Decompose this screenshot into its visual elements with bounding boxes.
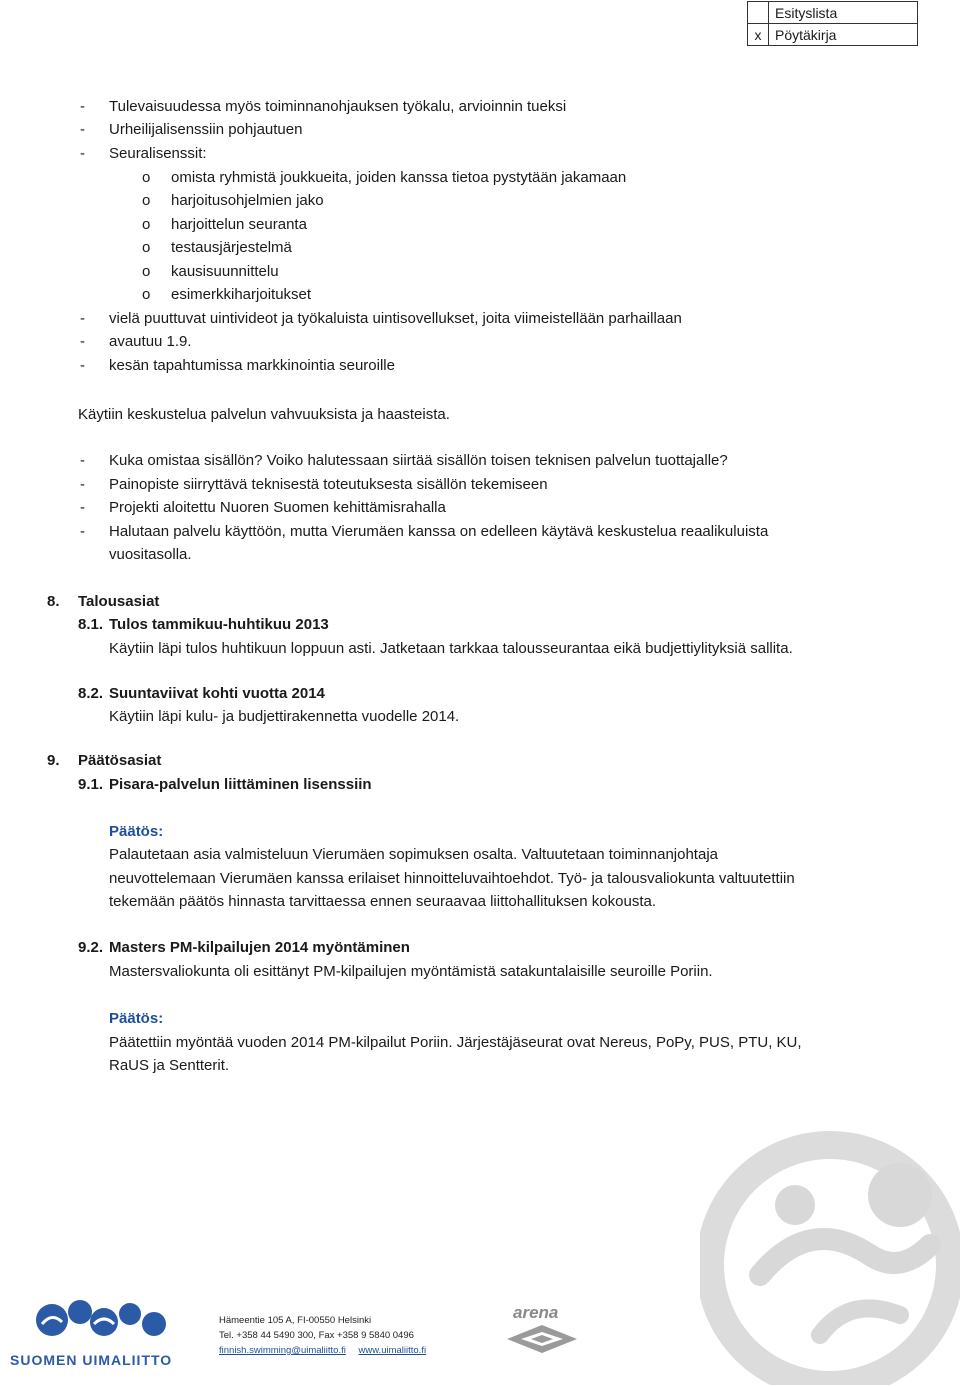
section-number: 8.	[47, 593, 60, 610]
agenda-checkbox[interactable]	[748, 2, 769, 24]
circle-bullet-icon: o	[142, 286, 151, 303]
list-item: Kuka omistaa sisällön? Voiko halutessaan siirtää sisällön toisen teknisen palvelun tuottajalle?	[109, 452, 728, 469]
list-item-continuation: vuositasolla.	[109, 546, 192, 563]
sub-list-item: harjoitusohjelmien jako	[171, 192, 324, 209]
list-item: Urheilijalisenssiin pohjautuen	[109, 121, 303, 138]
decision-text: neuvottelemaan Vierumäen kanssa erilaiset hinnoitteluvaihtoehdot. Työ- ja talousvaliokunta valtuutettiin	[109, 870, 795, 887]
list-dash: -	[80, 476, 85, 493]
discussion-paragraph: Käytiin keskustelua palvelun vahvuuksista ja haasteista.	[78, 406, 450, 423]
subsection-text: Mastersvaliokunta oli esittänyt PM-kilpailujen myöntämistä satakuntalaisille seuroille Poriin.	[109, 963, 713, 980]
subsection-number: 8.1.	[78, 616, 104, 633]
list-item: kesän tapahtumissa markkinointia seuroille	[109, 357, 395, 374]
agenda-label: Esityslista	[769, 2, 918, 24]
swimming-federation-logo-icon	[12, 1294, 177, 1350]
document-type-table	[747, 1, 918, 46]
minutes-checkbox[interactable]: x	[748, 24, 769, 46]
decision-text: Päätettiin myöntää vuoden 2014 PM-kilpailut Poriin. Järjestäjäseurat ovat Nereus, PoPy, PUS, PTU, KU,	[109, 1034, 802, 1051]
decision-text: Palautetaan asia valmisteluun Vierumäen sopimuksen osalta. Valtuutetaan toiminnanjohtaja	[109, 846, 718, 863]
minutes-label: Pöytäkirja	[769, 24, 918, 46]
sub-list-item: kausisuunnittelu	[171, 263, 279, 280]
list-dash: -	[80, 523, 85, 540]
list-dash: -	[80, 357, 85, 374]
sponsor-name: arena	[513, 1303, 559, 1322]
email-link[interactable]: finnish.swimming@uimaliitto.fi	[219, 1345, 346, 1356]
circle-bullet-icon: o	[142, 192, 151, 209]
list-item: Projekti aloitettu Nuoren Suomen kehittämisrahalla	[109, 499, 446, 516]
doc-type-row-minutes	[748, 24, 918, 46]
list-dash: -	[80, 310, 85, 327]
circle-bullet-icon: o	[142, 263, 151, 280]
list-item: Tulevaisuudessa myös toiminnanohjauksen työkalu, arvioinnin tueksi	[109, 98, 567, 115]
subsection-number: 8.2.	[78, 685, 104, 702]
list-dash: -	[80, 121, 85, 138]
subsection-title: Suuntaviivat kohti vuotta 2014	[109, 685, 325, 702]
sub-list-item: esimerkkiharjoitukset	[171, 286, 312, 303]
swimmer-watermark-graphic	[700, 1125, 960, 1385]
list-item: vielä puuttuvat uintivideot ja työkaluista uintisovellukset, joita viimeistellään parhaillaan	[109, 310, 682, 327]
decision-text: tekemään päätös hinnasta tarvittaessa ennen seuraavaa liittohallituksen kokousta.	[109, 893, 657, 910]
circle-bullet-icon: o	[142, 216, 151, 233]
decision-label: Päätös:	[109, 823, 164, 840]
circle-bullet-icon: o	[142, 239, 151, 256]
circle-bullet-icon: o	[142, 169, 151, 186]
list-dash: -	[80, 145, 85, 162]
subsection-text: Käytiin läpi kulu- ja budjettirakennetta vuodelle 2014.	[109, 708, 460, 725]
subsection-number: 9.1.	[78, 776, 104, 793]
address: Hämeentie 105 A, FI-00550 Helsinki	[219, 1315, 372, 1326]
list-dash: -	[80, 499, 85, 516]
subsection-title: Pisara-palvelun liittäminen lisenssiin	[109, 776, 372, 793]
organization-name: SUOMEN UIMALIITTO	[10, 1352, 173, 1368]
list-item: Painopiste siirryttävä teknisestä toteutuksesta sisällön tekemiseen	[109, 476, 548, 493]
arena-sponsor-logo	[505, 1303, 580, 1353]
section-number: 9.	[47, 752, 60, 769]
section-title: Päätösasiat	[78, 752, 162, 769]
list-dash: -	[80, 98, 85, 115]
links-row	[219, 1343, 426, 1358]
sub-list-item: harjoittelun seuranta	[171, 216, 307, 233]
subsection-text: Käytiin läpi tulos huhtikuun loppuun asti. Jatketaan tarkkaa talousseurantaa eikä budjettiylityksiä sallita.	[109, 640, 793, 657]
list-dash: -	[80, 333, 85, 350]
section-title: Talousasiat	[78, 593, 160, 610]
doc-type-row-agenda	[748, 2, 918, 24]
subsection-title: Masters PM-kilpailujen 2014 myöntäminen	[109, 939, 410, 956]
list-item: Halutaan palvelu käyttöön, mutta Vierumäen kanssa on edelleen käytävä keskustelua reaalikuluista	[109, 523, 769, 540]
subsection-title: Tulos tammikuu-huhtikuu 2013	[109, 616, 329, 633]
decision-label: Päätös:	[109, 1010, 164, 1027]
list-item: avautuu 1.9.	[109, 333, 192, 350]
decision-text: RaUS ja Sentterit.	[109, 1057, 230, 1074]
website-link[interactable]: www.uimaliitto.fi	[358, 1345, 427, 1356]
diamond-logo-icon	[505, 1323, 580, 1355]
contact-info	[219, 1313, 426, 1358]
sub-list-item: omista ryhmistä joukkueita, joiden kanssa tietoa pystytään jakamaan	[171, 169, 627, 186]
phone: Tel. +358 44 5490 300, Fax +358 9 5840 0496	[219, 1330, 414, 1341]
list-item: Seuralisenssit:	[109, 145, 207, 162]
sub-list-item: testausjärjestelmä	[171, 239, 292, 256]
list-dash: -	[80, 452, 85, 469]
subsection-number: 9.2.	[78, 939, 104, 956]
